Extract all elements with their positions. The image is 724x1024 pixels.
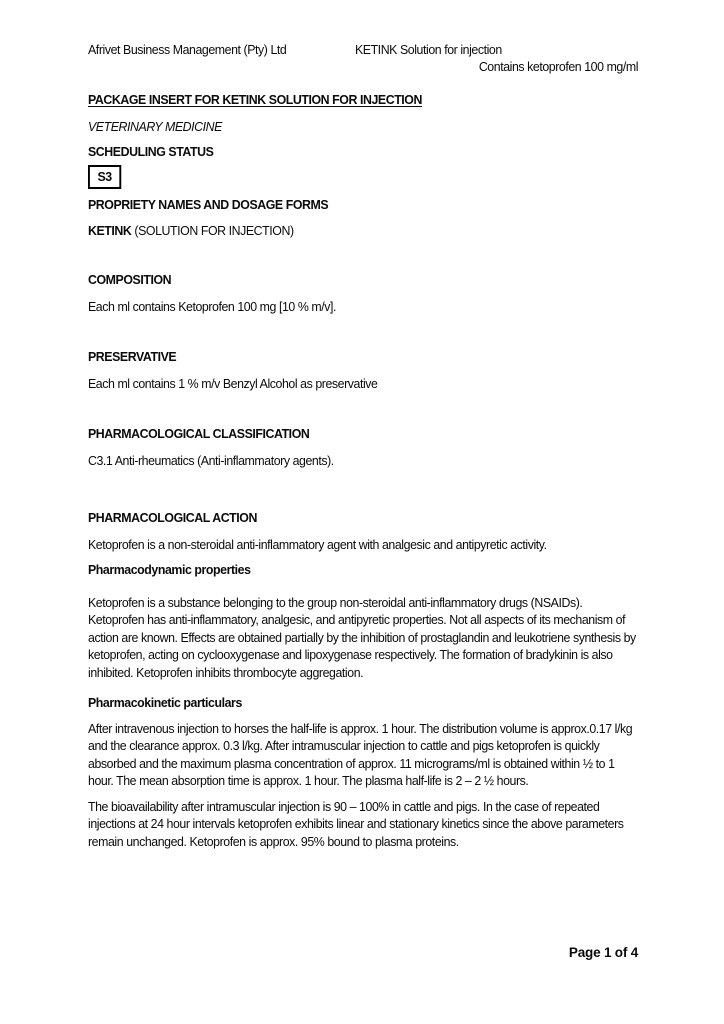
product-name: KETINK — [88, 222, 132, 238]
dosage-form: (SOLUTION FOR INJECTION) — [131, 222, 294, 238]
medicine-category: VETERINARY MEDICINE — [88, 118, 222, 134]
document-content — [88, 42, 638, 850]
pharmacokinetic-particulars-paragraph-1: After intravenous injection to horses the half-life is approx. 1 hour. The distribution volume is approx.0.17 l/kg and the clearance approx. 0.3 l/kg. After intramuscular injection to cattle and pigs ketoprofen is quickly absorbed and the maximum plasma concentration of approx. 11 micrograms/ml is obtained within ½ to 1 hour. The mean absorption time is approx. 1 hour. The plasma half-life is 2 – 2 ½ hours. — [88, 720, 633, 788]
company-name: Afrivet Business Management (Pty) Ltd — [88, 42, 287, 57]
pharmacological-classification-heading: PHARMACOLOGICAL CLASSIFICATION — [88, 426, 310, 441]
preservative-body: Each ml contains 1 % m/v Benzyl Alcohol as preservative — [88, 375, 378, 391]
pharmacokinetic-particulars-heading: Pharmacokinetic particulars — [88, 695, 242, 710]
page-number: Page 1 of 4 — [568, 945, 638, 960]
pharmacodynamic-properties-heading: Pharmacodynamic properties — [88, 562, 251, 577]
pharmacological-action-heading: PHARMACOLOGICAL ACTION — [88, 510, 257, 525]
header-product-block — [355, 42, 638, 75]
pharmacological-action-intro: Ketoprofen is a non-steroidal anti-inflammatory agent with analgesic and antipyretic activity. — [88, 536, 547, 552]
pharmacodynamic-properties-body: Ketoprofen is a substance belonging to the group non-steroidal anti-inflammatory drugs (NSAIDs). Ketoprofen has anti-inflammatory, analgesic, and antipyretic properties. Not all aspects of its mechanism of action are known. Effects are obtained partially by the inhibition of prostaglandin and leukotriene synthesis by ketoprofen, acting on cyclooxygenase and lipoxygenase respectively. The formation of bradykinin is also inhibited. Ketoprofen inhibits thrombocyte aggregation. — [88, 594, 636, 680]
preservative-heading: PRESERVATIVE — [88, 349, 177, 364]
document-title: PACKAGE INSERT FOR KETINK SOLUTION FOR INJECTION — [88, 92, 422, 107]
pharmacological-classification-body: C3.1 Anti-rheumatics (Anti-inflammatory agents). — [88, 452, 334, 468]
composition-body: Each ml contains Ketoprofen 100 mg [10 % m/v]. — [88, 298, 337, 314]
header-product-strength: Contains ketoprofen 100 mg/ml — [478, 58, 639, 74]
header-product-name: KETINK Solution for injection — [354, 42, 502, 57]
pharmacokinetic-particulars-paragraph-2: The bioavailability after intramuscular injection is 90 – 100% in cattle and pigs. In the case of repeated injections at 24 hour intervals ketoprofen exhibits linear and stationary kinetics since the above parameters remain unchanged. Ketoprofen is approx. 95% bound to plasma proteins. — [88, 798, 624, 849]
proprietary-names-heading: PROPRIETY NAMES AND DOSAGE FORMS — [88, 197, 329, 212]
scheduling-status-badge: S3 — [88, 165, 121, 190]
page-header — [88, 42, 638, 75]
proprietary-name-line — [88, 222, 638, 240]
scheduling-status-heading: SCHEDULING STATUS — [88, 144, 214, 159]
composition-heading: COMPOSITION — [88, 272, 172, 287]
